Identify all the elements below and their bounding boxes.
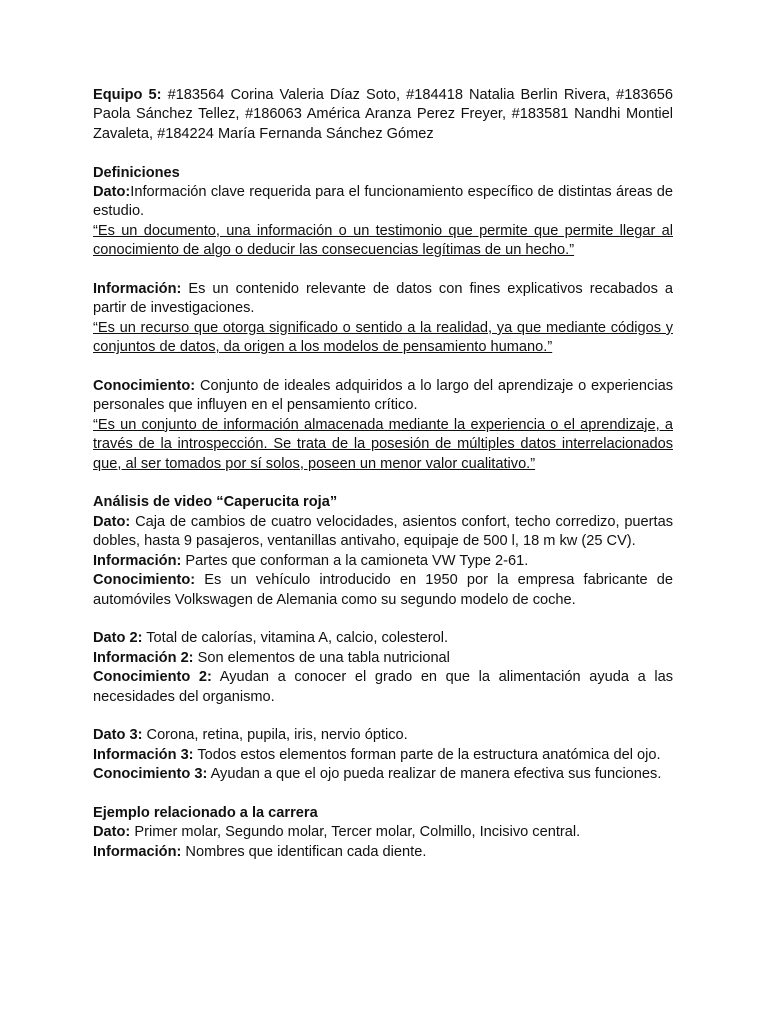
spacer (93, 474, 673, 493)
video-informacion-3-label: Información 3: (93, 746, 194, 763)
video-informacion-text: Partes que conforman a la camioneta VW Type 2-61. (181, 552, 529, 569)
video-dato-label: Dato: (93, 513, 131, 530)
career-heading: Ejemplo relacionado a la carrera (93, 804, 318, 821)
spacer (93, 785, 673, 804)
team-paragraph (93, 86, 673, 144)
career-dato (93, 823, 673, 842)
video-dato-3-text: Corona, retina, pupila, iris, nervio óptico. (142, 727, 408, 744)
career-informacion-label: Información: (93, 843, 182, 860)
conocimiento-quote: “Es un conjunto de información almacenada mediante la experiencia o el aprendizaje, a través de la introspección. Se trata de la posesión de múltiples datos interrelacionados que, al ser tomados por sí solos, poseen un menor valor cualitativo.” (93, 416, 673, 472)
career-informacion-text: Nombres que identifican cada diente. (181, 843, 427, 860)
video-conocimiento-2 (93, 668, 673, 707)
video-dato-2-label: Dato 2: (93, 630, 143, 647)
video-dato-2-text: Total de calorías, vitamina A, calcio, colesterol. (142, 630, 449, 647)
video-conocimiento-3-text: Ayudan a que el ojo pueda realizar de manera efectiva sus funciones. (207, 766, 662, 783)
career-dato-label: Dato: (93, 824, 131, 841)
video-dato-3 (93, 726, 673, 745)
spacer (93, 358, 673, 377)
career-dato-text: Primer molar, Segundo molar, Tercer molar, Colmillo, Incisivo central. (130, 824, 581, 841)
team-label: Equipo 5: (93, 87, 162, 103)
conocimiento-definition (93, 377, 673, 416)
dato-label: Dato: (93, 184, 131, 201)
dato-text: Información clave requerida para el funcionamiento específico de distintas áreas de estudio. (93, 184, 673, 220)
video-conocimiento (93, 571, 673, 610)
informacion-quote: “Es un recurso que otorga significado o sentido a la realidad, ya que mediante códigos y conjuntos de datos, da origen a los modelos de pensamiento humano.” (93, 319, 673, 356)
video-informacion-2 (93, 649, 673, 668)
video-dato-3-label: Dato 3: (93, 727, 143, 744)
informacion-label: Información: (93, 281, 182, 298)
informacion-text: Es un contenido relevante de datos con fines explicativos recabados a partir de investigaciones. (93, 281, 673, 317)
definitions-heading: Definiciones (93, 164, 180, 181)
video-informacion (93, 552, 673, 571)
career-informacion (93, 843, 673, 862)
video-dato-2 (93, 629, 673, 648)
video-dato (93, 513, 673, 552)
spacer (93, 610, 673, 629)
video-informacion-2-text: Son elementos de una tabla nutricional (193, 649, 450, 666)
video-conocimiento-3 (93, 765, 673, 784)
video-informacion-label: Información: (93, 552, 182, 569)
video-heading: Análisis de video “Caperucita roja” (93, 494, 338, 511)
video-informacion-3-text: Todos estos elementos forman parte de la estructura anatómica del ojo. (193, 746, 661, 763)
dato-quote: “Es un documento, una información o un testimonio que permite que permite llegar al conocimiento de algo o deducir las consecuencias legítimas de un hecho.” (93, 222, 673, 259)
dato-definition (93, 183, 673, 222)
informacion-definition (93, 280, 673, 319)
conocimiento-label: Conocimiento: (93, 378, 196, 395)
team-members: #183564 Corina Valeria Díaz Soto, #184418 Natalia Berlin Rivera, #183656 Paola Sánchez Tellez, #186063 América Aranza Perez Freyer, #183581 Nandhi Montiel Zavaleta, #184224 María Fernanda Sánchez Gómez (93, 87, 673, 142)
video-conocimiento-text: Es un vehículo introducido en 1950 por la empresa fabricante de automóviles Volkswagen de Alemania como su segundo modelo de coche. (93, 572, 673, 608)
spacer (93, 144, 673, 163)
video-conocimiento-label: Conocimiento: (93, 572, 196, 589)
video-conocimiento-2-text: Ayudan a conocer el grado en que la alimentación ayuda a las necesidades del organismo. (93, 669, 673, 705)
video-conocimiento-3-label: Conocimiento 3: (93, 766, 208, 783)
document-page (93, 86, 673, 862)
video-informacion-3 (93, 746, 673, 765)
conocimiento-text: Conjunto de ideales adquiridos a lo largo del aprendizaje o experiencias personales que influyen en el pensamiento crítico. (93, 378, 673, 414)
video-dato-text: Caja de cambios de cuatro velocidades, asientos confort, techo corredizo, puertas dobles, hasta 9 pasajeros, ventanillas antivaho, equipaje de 500 l, 18 m kw (25 CV). (93, 513, 673, 550)
video-conocimiento-2-label: Conocimiento 2: (93, 669, 212, 686)
spacer (93, 261, 673, 280)
spacer (93, 707, 673, 726)
video-informacion-2-label: Información 2: (93, 649, 194, 666)
